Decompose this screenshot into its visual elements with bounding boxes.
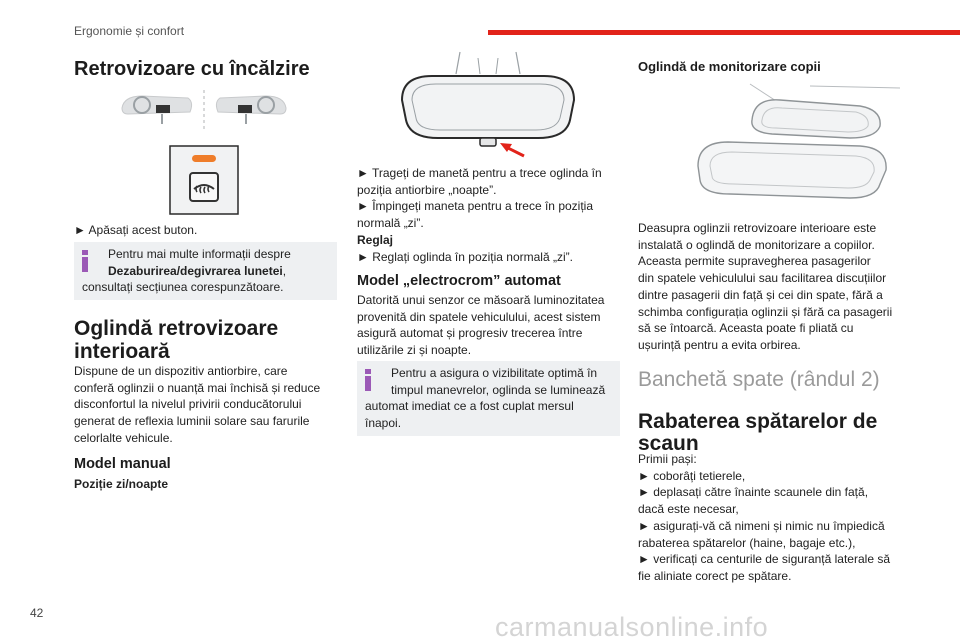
section-header: Ergonomie și confort [74,24,185,38]
note1-line4: consultați secțiunea corespunzătoare. [82,280,284,295]
rear-defrost-button-illustration [169,145,239,215]
lever-steps: ► Trageți de manetă pentru a trece oglinda în poziția antiorbire „noapte”. ► Împingeți maneta pentru a trece în poziția normală „zi”. Reglaj ► Reglați oglinda în poziția normală „zi”. [357,166,602,264]
info-icon [361,369,375,391]
interior-mirror-text: Dispune de un dispozitiv antiorbire, care conferă oglinzii o nuanță mai închisă și reduce disconfortul la nivelul privirii conducătorului generat de reflexia luminii solare sau farurile celorlalte vehicule. [74,364,321,445]
heated-mirrors-illustration [118,88,290,132]
adjust-step: ► Reglați oglinda în poziția normală „zi”. [357,249,573,264]
fold-backrest-title-line2: scaun [638,432,699,455]
manual-model-title: Model manual [74,456,171,472]
rear-view-mirror-illustration [388,48,588,163]
header-accent-bar [488,30,960,35]
rear-bench-title: Banchetă spate (rândul 2) [638,368,880,391]
note1-line1: Pentru mai multe informații despre [108,247,291,261]
child-mirror-text: Deasupra oglinzii retrovizoare interioare este instalată o oglindă de monitorizare a copiilor. Aceasta permite supravegherea pasagerilor din spatele vehiculului sau facilitarea discuțiilor dintre pasagerii din față și cei din spate, fără a schimba configurația oglinzii și fără ca pasagerii să se întoarcă. Aceasta poate fi pliată cu ușurință pentru a evita orbirea. [638,221,893,352]
child-mirror-illustration [690,80,905,210]
info-icon [78,250,92,272]
day-night-label: Poziție zi/noapte [74,477,169,491]
interior-mirror-title-line2: interioară [74,340,170,363]
interior-mirror-title-line1: Oglindă retrovizoare [74,317,279,340]
info-note-defrost [74,242,337,300]
fold-backrest-title-line1: Rabaterea spătarelor de [638,410,878,433]
press-button-step: ► Apăsați acest buton. [74,223,198,237]
adjust-label: Reglaj [357,232,394,247]
note1-comma: , [282,263,287,278]
page-number: 42 [30,606,44,620]
info-note-reverse: Pentru a asigura o vizibilitate optimă în timpul manevrelor, oglinda se luminează automat imediat ce a fost cuplat mersul înapoi. [357,361,620,436]
heated-mirrors-title: Retrovizoare cu încălzire [74,58,310,80]
fold-steps: Primii pași: ► coborâți tetierele, ► deplasați către înainte scaunele din față, dacă este necesar, ► asigurați-vă că nimeni și nimic nu împiedică rabaterea spătarelor (haine, bagaje etc.), ► verificați ca centurile de siguranță laterale să fie aliniate corect pe spătare. [638,452,890,583]
child-mirror-title: Oglindă de monitorizare copii [638,59,821,74]
note1-bold: Dezaburirea/degivrarea lunetei [108,263,283,278]
electrochrome-title: Model „electrocrom” automat [357,273,561,289]
watermark: carmanualsonline.info [495,612,769,642]
electrochrome-text: Datorită unui senzor ce măsoară luminozitatea provenită din spatele vehiculului, acest sistem asigură automat și progresiv trecerea între utilizările zi și noapte. [357,293,605,358]
